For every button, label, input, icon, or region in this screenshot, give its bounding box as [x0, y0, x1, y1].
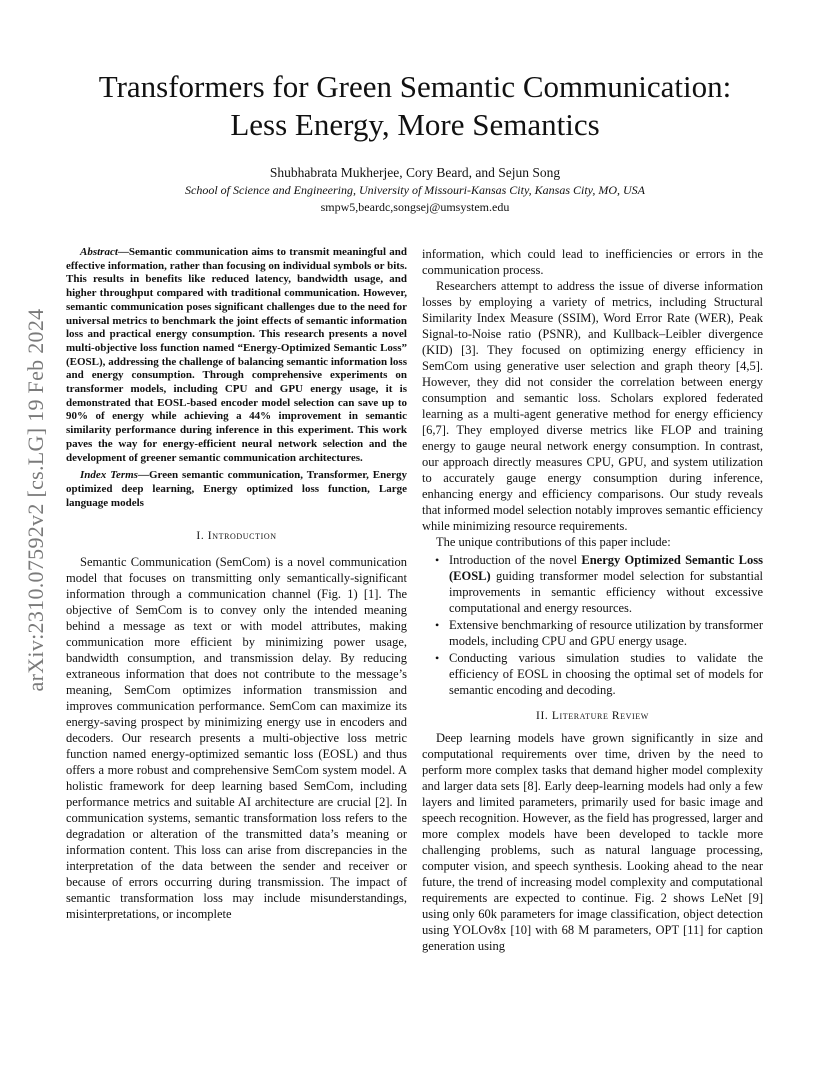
title-line-1: Transformers for Green Semantic Communication: [98, 69, 732, 104]
bullet-icon: • [435, 618, 440, 632]
list-item: • Extensive benchmarking of resource utilization by transformer models, including CPU and GPU energy usage. [435, 618, 763, 648]
abstract-text: —Semantic communication aims to transmit meaningful and effective information, rather than focusing on individual symbols or bits. This results in benefits like reduced latency, bandwidth usage, and higher throughput compared with traditional communication. However, semantic communication poses significant challenges due to the need for universal metrics to benchmark the joint effects of semantic information loss and practical energy consumption. This research presents a novel multi-objective loss function named “Energy-Optimized Semantic Loss” (EOSL), addressing the challenge of balancing semantic information loss and energy consumption. Through comprehensive experiments on transformer models, including CPU and GPU energy usage, it is demonstrated that EOSL-based encoder model selection can save up to 90% of energy while achieving a 44% improvement in semantic similarity performance during inference in this experiment. This work paves the way for energy-efficient neural network selection and the development of greener semantic communication architectures. [66, 246, 407, 464]
section-heading-literature-review: II. Literature Review [536, 710, 649, 722]
paper-title [60, 68, 770, 144]
related-metrics-paragraph: Researchers attempt to address the issue of diverse information losses by employing a variety of metrics, including Structural Similarity Index Measure (SSIM), Word Error Rate (WER), Peak Signal-to-Noise ratio (PSNR), and Kullback–Leibler divergence (KID) [3]. They focused on optimizing energy efficiency in SemCom using generative user selection and graph theory [4,5]. However, they did not consider the correlation between energy consumption and semantic loss. Scholars explored federated learning as a multi-agent generative method for energy efficiency [6,7]. They employed diverse metrics like FLOP and training energy to gauge neural network energy consumption. In contrast, our approach directly measures CPU, GPU, and system utilization to accurately gauge energy consumption during inference, enhancing energy and efficiency comparisons. Our study reveals that informed model selection notably improves semantic efficiency while minimizing resource requirements. [422, 279, 763, 533]
index-terms-lead: Index Terms [80, 469, 138, 482]
intro-continued-paragraph: information, which could lead to inefficiencies or errors in the communication process. [422, 247, 763, 277]
arxiv-side-stamp: arXiv:2310.07592v2 [cs.LG] 19 Feb 2024 [23, 308, 48, 692]
list-item: • Conducting various simulation studies to validate the efficiency of EOSL in choosing the optimal set of models for semantic encoding and decoding. [435, 651, 763, 697]
bullet-icon: • [435, 651, 440, 665]
bullet-icon: • [435, 553, 440, 567]
email: smpw5,beardc,songsej@umsystem.edu [320, 200, 510, 214]
abstract [66, 246, 407, 465]
list-item: • Introduction of the novel Energy Optimized Semantic Loss (EOSL) guiding transformer model selection for substantial improvements in semantic efficiency without excessive computational and energy resources. [435, 553, 763, 615]
authors: Shubhabrata Mukherjee, Cory Beard, and Sejun Song [269, 165, 561, 180]
section-heading-introduction: I. Introduction [196, 530, 277, 543]
left-column [66, 246, 407, 922]
affiliation: School of Science and Engineering, University of Missouri-Kansas City, Kansas City, MO, USA [185, 183, 645, 197]
intro-paragraph: Semantic Communication (SemCom) is a novel communication model that focuses on transmitting only semantically-significant information through a communication channel (Fig. 1) [1]. The objective of SemCom is to convey only the intended meaning behind a message as text or with model attributes, making communication more efficient by minimizing power usage, bandwidth consumption, and transmission delay. By reducing extraneous information that does not contribute to the message’s meaning, SemCom optimizes information transmission and improves communication performance. SemCom can maximize its energy-saving prospect by minimizing energy use in encoders and decoders. Our research presents a multi-objective loss metric function named energy-optimized semantic loss (EOSL) and thus offers a more robust and comprehensive SemCom system model. A holistic framework for deep learning based SemCom, including performance metrics and suitable AI architecture are crucial [2]. In communication systems, semantic transformation loss refers to the degradation or alteration of the transmitted data’s meaning or information content. This loss can arise from discrepancies in the interpretation of the data between the sender and receiver or because of errors occurring during transmission. The impact of semantic transformation loss may include misunderstandings, misinterpretations, or incomplete [66, 555, 407, 922]
title-line-2: Less Energy, More Semantics [230, 107, 600, 142]
literature-paragraph: Deep learning models have grown significantly in size and computational requirements over time, driven by the need to perform more complex tasks that demand higher model complexity and larger data sets [8]. Early deep-learning models had only a few layers and limited parameters, primarily used for basic image and speech recognition. However, as the field has progressed, larger and more complex models have been developed to tackle more challenging problems, such as natural language processing, computer vision, and speech synthesis. Looking ahead to the near future, the trend of increasing model complexity and computational requirements are expected to continue. Fig. 2 shows LeNet [9] using only 60k parameters for image classification, object detection using YOLOv8x [10] with 68 M parameters, OPT [11] for caption generation using [422, 731, 763, 953]
right-column [422, 246, 763, 954]
contributions-list [422, 552, 763, 698]
contributions-intro: The unique contributions of this paper include: [436, 535, 671, 549]
index-terms-text: —Green semantic communication, Transformer, Energy optimized deep learning, Energy optimized loss function, Large language models [66, 469, 408, 509]
abstract-lead: Abstract [80, 246, 118, 258]
index-terms [66, 469, 407, 510]
